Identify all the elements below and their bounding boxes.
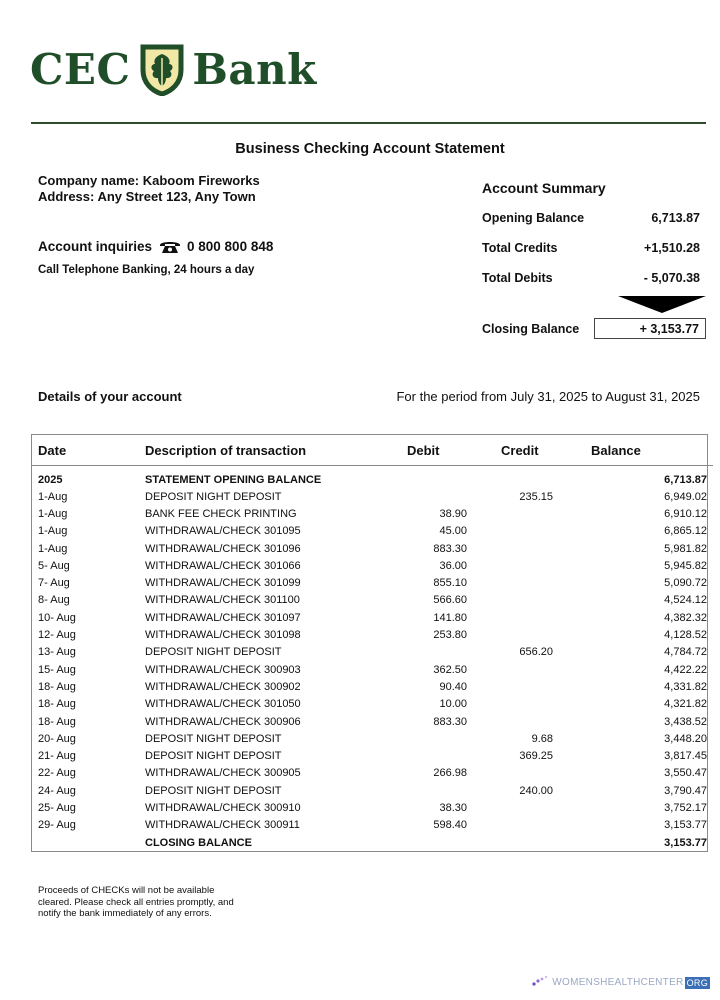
- cell-credit: [501, 626, 591, 643]
- cell-balance: 4,784.72: [664, 646, 707, 659]
- cell-balance: 4,331.82: [664, 680, 707, 693]
- company-name: Company name: Kaboom Fireworks: [38, 173, 260, 188]
- cell-debit: 45.00: [439, 525, 467, 538]
- footnote: [38, 885, 258, 920]
- table-row: [32, 644, 713, 661]
- summary-label: Total Credits: [482, 241, 558, 255]
- cell-description: WITHDRAWAL/CHECK 301098: [145, 629, 301, 642]
- cell-date: 22- Aug: [38, 767, 76, 780]
- cell-credit: [501, 765, 591, 782]
- statement-title: Business Checking Account Statement: [235, 141, 505, 157]
- telephone-banking-note: Call Telephone Banking, 24 hours a day: [38, 264, 255, 276]
- cell-description: DEPOSIT NIGHT DEPOSIT: [145, 732, 282, 745]
- cell-balance: 6,713.87: [664, 473, 707, 486]
- cell-debit: 362.50: [433, 663, 467, 676]
- cell-credit: [501, 557, 591, 574]
- cell-credit: [501, 834, 591, 851]
- cell-credit: [501, 466, 591, 489]
- table-row: [32, 609, 713, 626]
- watermark-dots-icon: [531, 975, 549, 990]
- cell-debit: 883.30: [433, 715, 467, 728]
- cell-description: WITHDRAWAL/CHECK 301100: [145, 594, 300, 607]
- watermark-tld: ORG: [686, 977, 708, 988]
- table-row: [32, 747, 713, 764]
- bank-logo: [30, 40, 317, 100]
- cell-balance: 3,790.47: [664, 784, 707, 797]
- cell-date: 1-Aug: [38, 507, 68, 520]
- cell-balance: 5,945.82: [664, 559, 707, 572]
- cell-description: WITHDRAWAL/CHECK 301095: [145, 525, 301, 538]
- table-row: [32, 799, 713, 816]
- cell-credit: [501, 696, 591, 713]
- cell-debit: [407, 782, 501, 799]
- cell-date: 20- Aug: [38, 732, 76, 745]
- cell-debit: [407, 466, 501, 489]
- closing-balance-label: Closing Balance: [482, 322, 580, 336]
- logo-word-cec: CEC: [30, 45, 131, 94]
- table-row: [32, 696, 713, 713]
- cell-balance: 6,949.02: [664, 490, 707, 503]
- transactions-table: [31, 434, 708, 852]
- cell-debit: [407, 747, 501, 764]
- closing-balance-value: + 3,153.77: [594, 318, 706, 339]
- cell-date: 1-Aug: [38, 542, 68, 555]
- col-date: Date: [32, 435, 145, 466]
- col-balance: Balance: [591, 435, 713, 466]
- cell-debit: 38.30: [439, 801, 467, 814]
- cell-debit: [407, 730, 501, 747]
- table-row: [32, 523, 713, 540]
- table-row: [32, 765, 713, 782]
- cell-debit: 90.40: [439, 680, 467, 693]
- cell-description: DEPOSIT NIGHT DEPOSIT: [145, 490, 282, 503]
- cell-description: STATEMENT OPENING BALANCE: [145, 473, 322, 486]
- cell-description: CLOSING BALANCE: [145, 836, 252, 849]
- footnote-line: notify the bank immediately of any errors.: [38, 908, 212, 919]
- account-summary-title: Account Summary: [482, 180, 606, 196]
- watermark: [531, 975, 710, 990]
- cell-date: 2025: [38, 473, 63, 486]
- table-row: [32, 466, 713, 489]
- cell-balance: 4,321.82: [664, 698, 707, 711]
- table-row: [32, 557, 713, 574]
- cell-balance: 6,910.12: [664, 507, 707, 520]
- cell-balance: 3,550.47: [664, 767, 707, 780]
- cell-date: 18- Aug: [38, 715, 76, 728]
- inquiries-label: Account inquiries: [38, 239, 153, 254]
- table-row: [32, 782, 713, 799]
- cell-balance: 5,981.82: [664, 542, 707, 555]
- summary-row-credits: [482, 241, 700, 255]
- table-row: [32, 540, 713, 557]
- logo-word-bank: Bank: [192, 45, 317, 94]
- statement-period: For the period from July 31, 2025 to August 31, 2025: [396, 389, 700, 404]
- footnote-line: Proceeds of CHECKs will not be available: [38, 885, 215, 896]
- cell-date: 1-Aug: [38, 525, 68, 538]
- cell-credit: [501, 609, 591, 626]
- cell-debit: 141.80: [433, 611, 467, 624]
- cell-balance: 4,524.12: [664, 594, 707, 607]
- summary-row-opening: [482, 211, 700, 225]
- cell-date: 1-Aug: [38, 490, 68, 503]
- cell-balance: 3,438.52: [664, 715, 707, 728]
- cell-balance: 3,153.77: [664, 836, 707, 849]
- cell-date: [32, 834, 145, 851]
- cell-description: DEPOSIT NIGHT DEPOSIT: [145, 784, 282, 797]
- cell-credit: [501, 592, 591, 609]
- cell-credit: [501, 661, 591, 678]
- cell-date: 7- Aug: [38, 577, 70, 590]
- cell-debit: 266.98: [433, 767, 467, 780]
- watermark-text: WOMENSHEALTHCENTER: [552, 977, 684, 988]
- cell-debit: 855.10: [433, 577, 467, 590]
- summary-value: 6,713.87: [651, 211, 700, 225]
- cell-description: WITHDRAWAL/CHECK 301050: [145, 698, 301, 711]
- summary-row-debits: [482, 271, 700, 285]
- cell-date: 8- Aug: [38, 594, 70, 607]
- col-credit: Credit: [501, 435, 591, 466]
- table-row: [32, 817, 713, 834]
- customer-info: [38, 173, 260, 204]
- summary-label: Opening Balance: [482, 211, 585, 225]
- cell-debit: 38.90: [439, 507, 467, 520]
- col-description: Description of transaction: [145, 435, 407, 466]
- cell-date: 12- Aug: [38, 629, 76, 642]
- cell-credit: [501, 574, 591, 591]
- table-row: [32, 713, 713, 730]
- cell-description: BANK FEE CHECK PRINTING: [145, 507, 297, 520]
- cell-date: 13- Aug: [38, 646, 76, 659]
- cell-debit: 36.00: [439, 559, 467, 572]
- cell-description: WITHDRAWAL/CHECK 300903: [145, 663, 301, 676]
- cell-debit: [407, 488, 501, 505]
- cell-date: 29- Aug: [38, 819, 76, 832]
- cell-balance: 5,090.72: [664, 577, 707, 590]
- cell-description: WITHDRAWAL/CHECK 300910: [145, 801, 301, 814]
- cell-balance: 3,752.17: [664, 801, 707, 814]
- footnote-line: cleared. Please check all entries promptly, and: [38, 896, 234, 908]
- cell-debit: 566.60: [433, 594, 467, 607]
- cell-date: 18- Aug: [38, 680, 76, 693]
- cell-credit: 9.68: [531, 732, 553, 745]
- cell-credit: [501, 799, 591, 816]
- summary-value: +1,510.28: [644, 241, 700, 255]
- cell-debit: 253.80: [433, 629, 467, 642]
- cell-credit: 240.00: [519, 784, 553, 797]
- cell-description: WITHDRAWAL/CHECK 301096: [145, 542, 301, 555]
- cell-date: 18- Aug: [38, 698, 76, 711]
- cell-description: WITHDRAWAL/CHECK 301066: [145, 559, 301, 572]
- cell-credit: [501, 817, 591, 834]
- cell-balance: 3,448.20: [664, 732, 707, 745]
- table-header-row: [32, 435, 713, 466]
- telephone-icon: [159, 240, 181, 254]
- cell-description: WITHDRAWAL/CHECK 300905: [145, 767, 301, 780]
- cell-credit: [501, 505, 591, 522]
- cell-description: WITHDRAWAL/CHECK 300906: [145, 715, 301, 728]
- cell-credit: [501, 713, 591, 730]
- header-divider: [31, 122, 706, 124]
- cell-balance: 6,865.12: [664, 525, 707, 538]
- cell-description: WITHDRAWAL/CHECK 301099: [145, 577, 301, 590]
- account-inquiries: [38, 239, 273, 254]
- cell-date: 24- Aug: [38, 784, 76, 797]
- cell-description: WITHDRAWAL/CHECK 301097: [145, 611, 301, 624]
- company-address: Address: Any Street 123, Any Town: [38, 188, 256, 204]
- table-row: [32, 574, 713, 591]
- cell-balance: 4,382.32: [664, 611, 707, 624]
- table-row: [32, 626, 713, 643]
- cell-date: 5- Aug: [38, 559, 70, 572]
- cell-debit: [407, 834, 501, 851]
- table-row: [32, 488, 713, 505]
- col-debit: Debit: [407, 435, 501, 466]
- details-heading: Details of your account: [38, 389, 182, 404]
- cell-debit: 598.40: [433, 819, 467, 832]
- cell-balance: 3,153.77: [664, 819, 707, 832]
- cell-credit: 656.20: [519, 646, 553, 659]
- cell-description: DEPOSIT NIGHT DEPOSIT: [145, 750, 282, 763]
- down-arrow-icon: [618, 296, 706, 319]
- cell-date: 15- Aug: [38, 663, 76, 676]
- cell-description: DEPOSIT NIGHT DEPOSIT: [145, 646, 282, 659]
- cell-date: 25- Aug: [38, 801, 76, 814]
- cell-debit: [407, 644, 501, 661]
- table-row: [32, 678, 713, 695]
- cell-credit: [501, 540, 591, 557]
- cell-credit: [501, 678, 591, 695]
- cell-date: 21- Aug: [38, 750, 76, 763]
- cell-credit: 369.25: [519, 750, 553, 763]
- cell-description: WITHDRAWAL/CHECK 300911: [145, 819, 300, 832]
- cell-balance: 4,128.52: [664, 629, 707, 642]
- table-row: [32, 661, 713, 678]
- table-row: [32, 834, 713, 851]
- cell-debit: 883.30: [433, 542, 467, 555]
- cell-credit: 235.15: [519, 490, 553, 503]
- cell-date: 10- Aug: [38, 611, 76, 624]
- cell-credit: [501, 523, 591, 540]
- table-row: [32, 592, 713, 609]
- cell-debit: 10.00: [439, 698, 467, 711]
- phone-number: 0 800 800 848: [187, 239, 274, 254]
- cell-description: WITHDRAWAL/CHECK 300902: [145, 680, 301, 693]
- table-row: [32, 505, 713, 522]
- summary-label: Total Debits: [482, 271, 553, 285]
- cell-balance: 4,422.22: [664, 663, 707, 676]
- cell-balance: 3,817.45: [664, 750, 707, 763]
- oak-leaf-shield-icon: [140, 44, 184, 96]
- table-row: [32, 730, 713, 747]
- summary-value: - 5,070.38: [643, 271, 700, 285]
